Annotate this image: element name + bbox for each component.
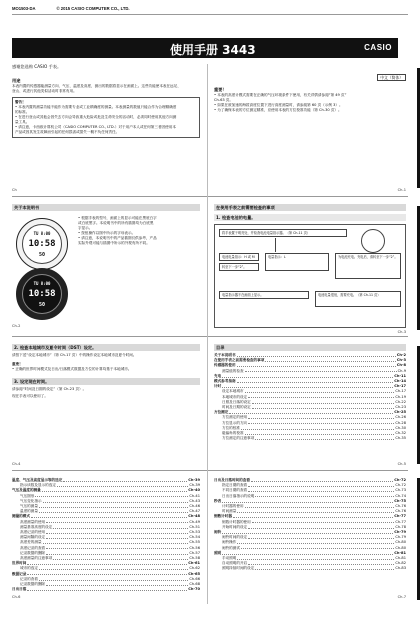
toc-entry-page: Ch-54 (189, 535, 200, 540)
toc-leader-dots (248, 415, 394, 419)
toc-entry-page: Ch-56 (189, 545, 200, 550)
toc-entry-page: Ch-55 (189, 540, 200, 545)
page2-right (214, 204, 406, 221)
toc-entry-page: Ch-26 (395, 415, 406, 420)
toc-entry-page: Ch-75 (394, 498, 406, 503)
toc-entry-label: 闹铃操作 (222, 540, 237, 545)
toc-leader-dots (46, 582, 188, 586)
flow-title: 1. 检查电池的电量。 (214, 214, 406, 221)
watch-main-readout: 10:58 (28, 239, 56, 249)
toc-entry-label: 气压及温度的测量 (12, 488, 41, 493)
toc-entry-label: 气压图形 (20, 493, 35, 498)
toc-leader-dots (39, 504, 188, 508)
toc-leader-dots (222, 384, 393, 388)
about-heading: 关于本说明书 (12, 204, 200, 211)
step2-important: 重要！ (12, 362, 23, 366)
toc-entry-page: Ch-62 (189, 566, 200, 571)
toc-leader-dots (43, 499, 189, 503)
important-line: • 本表的高度计模式需要在正确的气压环境条件下使用，有关详情请参阅“第 49 页” (214, 93, 347, 97)
toc-entry-label: 磁偏角的校准 (222, 431, 244, 436)
toc-entry-label: 记录数据的删除 (20, 550, 46, 555)
toc-entry-label: 气压变化指示 (20, 498, 42, 503)
toc-leader-dots (251, 478, 393, 482)
title-bar (12, 38, 398, 58)
watch-top-readout: TU 8:00 (33, 281, 51, 286)
watch-illustration (16, 218, 68, 270)
toc-entry-label: 时间测量 (222, 509, 237, 514)
flow-step-check: 将手表置于明亮处，并检查电池电量指示器。（第 Ch-11 页） (219, 229, 347, 237)
toc-entry-label: 传感器的使用 (214, 363, 236, 368)
toc-title: 目录 (214, 344, 406, 351)
watch-seconds-readout: 50 (38, 252, 46, 258)
toc-entry-label: 开始时间的设定 (222, 524, 248, 529)
toc-leader-dots (237, 353, 396, 357)
toc-leader-dots (237, 540, 394, 544)
watch-seconds-readout: 50 (38, 302, 46, 308)
toc-leader-dots (27, 561, 187, 565)
toc-leader-dots (255, 566, 394, 570)
toc-entry-page: Ch-17 (395, 389, 406, 394)
page-number: Ch-7 (397, 595, 406, 599)
center-gutter (207, 64, 208, 604)
toc-entry-page: Ch-25 (394, 410, 406, 415)
warning-line: 的标准。 (15, 109, 30, 114)
toc-leader-dots (63, 478, 187, 482)
page-number: Ch-4 (12, 462, 21, 466)
toc-entry-page: Ch-53 (189, 530, 200, 535)
toc-entry-page: Ch-49 (189, 519, 200, 524)
precheck-heading: 在使用手表之前需要检查的事项 (214, 204, 406, 211)
toc-entry-page: Ch-40 (188, 488, 200, 493)
toc-entry-page: Ch-2 (396, 353, 406, 357)
flow-charge-note: 为电池充电。充电后，请转至下一步“2”。 (335, 253, 401, 279)
toc-entry-label: 城市的选定 (20, 566, 38, 571)
toc-entry-label: 测量间隔的设定 (20, 535, 46, 540)
toc-entry-page: Ch-47 (189, 509, 200, 514)
page-number: Ch-2 (12, 324, 21, 328)
flow-no-indicator: 电量指示器不在画面上显示。 (219, 291, 309, 299)
page-number: Ch-5 (397, 462, 406, 466)
page1-right (214, 64, 406, 113)
toc-entry-page: Ch-8 (396, 363, 406, 368)
step2-heading: 2. 检查本地城市及夏令时间（DST）设定。 (12, 344, 200, 351)
toc-entry-label: 闹铃 (214, 530, 222, 535)
page1-left (12, 64, 200, 138)
toc-entry-page: Ch-72 (395, 483, 406, 488)
manual-title: 使用手册 3443 (170, 43, 256, 57)
toc-entry-page: Ch-28 (395, 420, 406, 425)
toc-entry-label: 测量的模式 (12, 514, 30, 519)
toc-entry-label: 方位的校准 (222, 425, 240, 430)
warning-line: 产品或因其发生故障而引起的任何损害或损失一概不负任何责任。 (15, 129, 120, 134)
important-line: Ch-63 页。 (214, 98, 233, 102)
toc-leader-dots (46, 546, 188, 550)
toc-entry-label: 日出日落指示的说明 (222, 493, 255, 498)
about-text (78, 216, 198, 246)
toc-leader-dots (53, 525, 188, 529)
toc-entry-page: Ch-78 (395, 524, 406, 529)
toc-entry-page: Ch-48 (188, 514, 200, 519)
toc-entry-label: 倒数计时器 (214, 514, 232, 519)
toc-entry-label: 日出日落 (12, 587, 27, 592)
toc-entry-page: Ch-70 (188, 587, 200, 592)
toc-leader-dots (245, 504, 395, 508)
toc-leader-dots (237, 379, 394, 383)
toc-leader-dots (248, 525, 394, 529)
important-line: • 为了确保本表的方位测定精准，应使用本表的方位校准功能（第 Ch-30 页）。 (214, 108, 342, 112)
toc-entry-page: Ch-22 (395, 399, 406, 404)
toc-leader-dots (237, 363, 396, 367)
toc-leader-dots (46, 520, 188, 524)
toc-entry-label: 方位测定 (214, 410, 229, 415)
toc-leader-dots (252, 400, 395, 404)
toc-entry-label: 高度测量的使用 (20, 519, 46, 524)
toc-entry-page: Ch-9 (397, 368, 406, 373)
toc-leader-dots (248, 488, 394, 492)
toc-entry-label: 记录数据的删除 (20, 582, 46, 587)
toc-entry-label: 高度差的测量 (20, 540, 42, 545)
toc-entry-label: 高度记录的使用 (20, 530, 46, 535)
toc-leader-dots (229, 410, 393, 414)
toc-entry-page: Ch-82 (395, 561, 406, 566)
page-number: Ch-3 (397, 330, 406, 334)
important-line: • 如果在被加速的海拔高度位置下进行高度测量时，请参阅第 60 页（示例 3）。 (214, 103, 343, 107)
toc-entry-label: 照明 (214, 550, 222, 555)
toc-entry-page: Ch-3 (396, 358, 406, 363)
toc-leader-dots (241, 426, 394, 430)
toc-entry-page: Ch-81 (394, 550, 406, 555)
toc-entry-label: 闹铃时间的设定 (222, 535, 248, 540)
document-header (12, 6, 130, 11)
toc-entry-page: Ch-46 (189, 504, 200, 509)
toc-entry-label: 世界时间 (12, 561, 27, 566)
toc-entry-label: 高度测量的注意事项 (20, 556, 53, 561)
toc-entry-label: 方位测定的使用 (222, 415, 248, 420)
toc-entry-label: 方位显示的方向 (222, 420, 248, 425)
toc-entry-label: 在使用手表之前需要检查的事项 (214, 358, 265, 363)
toc-entry-label: 模式参考指南 (214, 379, 236, 384)
toc-leader-dots (46, 551, 188, 555)
toc-leader-dots (31, 514, 187, 518)
toc-entry-page: Ch-66 (189, 576, 200, 581)
page-divider (12, 470, 408, 471)
toc-leader-dots (248, 395, 394, 399)
brand-logo: CASIO (364, 43, 392, 52)
copyright: © 2015 CASIO COMPUTER CO., LTD. (56, 6, 130, 11)
toc-entry-page: Ch-11 (394, 373, 406, 378)
toc-leader-dots (233, 514, 393, 518)
toc-page3 (214, 344, 406, 441)
toc-leader-dots (245, 369, 397, 373)
toc-entry-label: 手动照明 (222, 556, 237, 561)
watch-icon (361, 229, 385, 253)
about-line: 字显示。 (78, 226, 93, 230)
flow-next-step: 转至下一步“2”。 (219, 263, 259, 271)
important-label: 重要！ (214, 87, 227, 92)
toc-entry-page: Ch-61 (188, 561, 200, 566)
watch-illustration-inverted (16, 268, 68, 320)
toc-leader-dots (27, 572, 187, 576)
toc-entry-page: Ch-58 (189, 556, 200, 561)
about-line: • 按钮操作以图中所示的字母表示。 (78, 231, 136, 235)
toc-leader-dots (255, 494, 394, 498)
toc-entry[interactable] (214, 436, 406, 441)
flowchart (214, 224, 406, 328)
toc-entry-page: Ch-83 (395, 566, 406, 571)
toc-entry-label: 计时 (214, 384, 222, 389)
flow-result-l: 电量指示：L (265, 253, 329, 271)
page-number: Ch (12, 188, 17, 192)
use-line: 本表内置的传感器能测量方向、气压、温度及高度，测出的数据将显示在画面上。这些功能使本表在远足、 (12, 83, 181, 88)
toc-leader-dots (39, 577, 188, 581)
page-number: Ch-6 (12, 595, 21, 599)
language-badge: 中文（简体） (377, 74, 406, 81)
toc-leader-dots (53, 556, 188, 560)
toc-entry-label: 日出及日落时间的查看 (214, 478, 250, 482)
toc-leader-dots (248, 483, 394, 487)
toc-leader-dots (248, 561, 394, 565)
flow-low-battery: 电池电量很低，需要充电。（第 Ch-11 页） (315, 291, 401, 307)
about-line: • 请注意，本说明书中的产品插图仅供参考，产品 (78, 236, 157, 240)
watch-top-readout: TU 8:00 (33, 231, 51, 236)
toc-entry-page: Ch-57 (189, 550, 200, 555)
toc-entry-page: Ch-65 (188, 571, 200, 576)
step2-important-text: • 正确的世界时间模式及日出/日落模式数据及方位的计算均基于本地城市。 (12, 367, 132, 371)
toc-entry-page: Ch-74 (395, 493, 406, 498)
warning-label: 警告！ (15, 99, 26, 104)
watch-main-readout: 10:58 (28, 289, 56, 299)
toc-list-left (12, 478, 200, 592)
page2-left (12, 204, 200, 211)
toc-entry-page: Ch-43 (189, 498, 200, 503)
toc-leader-dots (57, 483, 188, 487)
toc-entry-page: Ch-76 (395, 504, 406, 509)
toc-entry-page: Ch-39 (188, 478, 200, 482)
toc-entry-label: 日照及日落的设定 (222, 399, 251, 404)
toc-leader-dots (248, 421, 394, 425)
toc-entry-label: 方位测定的注意事项 (222, 436, 255, 441)
toc-leader-dots (222, 374, 393, 378)
page-divider (12, 196, 408, 197)
toc-entry-label: 指示读数及显示的选定 (20, 483, 56, 488)
toc-entry-page: Ch-77 (394, 514, 406, 519)
toc-entry-label: 倒数计时器的使用 (222, 519, 251, 524)
toc-leader-dots (222, 530, 393, 534)
toc-leader-dots (265, 358, 395, 362)
about-line: 实际外观可能与插图中所示的外观有所不同。 (78, 241, 150, 245)
toc-leader-dots (245, 389, 395, 393)
toc-entry-label: 温度的测量 (20, 509, 38, 514)
about-line: 或白底黑字。本说明书中的所有插图均为白底黑 (78, 221, 154, 225)
toc-entry-label: 时间及日期的设定 (222, 405, 251, 410)
toc-entry-page: Ch-72 (394, 478, 406, 482)
toc-entry-label: 照明持续时间的设定 (222, 566, 255, 571)
toc-entry-label: 关于本说明书 (214, 353, 236, 357)
toc-entry-page: Ch-73 (395, 488, 406, 493)
toc-leader-dots (27, 587, 187, 591)
toc-entry-page: Ch-80 (395, 545, 406, 550)
toc-entry-label: 数据记录 (12, 571, 27, 576)
toc-leader-dots (46, 530, 188, 534)
toc-entry-page: Ch-19 (395, 394, 406, 399)
toc-entry-page: Ch-68 (189, 582, 200, 587)
toc-entry-label: 秒表 (214, 498, 222, 503)
toc-entry-page: Ch-14 (394, 379, 406, 384)
toc-entry-label: 指定日期的查看 (222, 483, 248, 488)
toc-leader-dots (39, 509, 188, 513)
toc-entry-page: Ch-17 (394, 384, 406, 389)
page-divider (12, 336, 408, 337)
use-line: 登山、或进行其他类似活动时非常有用。 (12, 88, 77, 93)
toc-entry-page: Ch-51 (189, 524, 200, 529)
warning-box (12, 97, 200, 138)
toc-leader-dots (222, 551, 393, 555)
warning-line: • 在进行登山或其他会因失去方向会导致重大危险或危及生命安全的活动时，必须同时使用其他方向测 (15, 114, 177, 119)
toc-entry-page: Ch-79 (395, 535, 406, 540)
toc-entry-label: 温度、气压及高度显示等的选定 (12, 478, 63, 482)
toc-entry-page: Ch-39 (189, 483, 200, 488)
toc-entry-page: Ch-77 (395, 519, 406, 524)
toc-entry-label: 自动照明的开启 (222, 561, 248, 566)
flow-arrow (275, 238, 276, 252)
toc-list (214, 353, 406, 441)
page3-left (12, 344, 200, 399)
warning-line: 量工具。 (15, 119, 30, 124)
toc-entry[interactable] (12, 587, 200, 592)
toc-leader-dots (39, 566, 188, 570)
header-rule (12, 14, 408, 15)
toc-entry-page: Ch-32 (395, 431, 406, 436)
toc-entry-page: Ch-81 (395, 556, 406, 561)
toc-leader-dots (42, 488, 188, 492)
step3-text: 请参阅“时间及日期的设定”（第 Ch-23 页）。 (12, 387, 87, 391)
toc-leader-dots (43, 540, 189, 544)
toc-entry-label: 测量基准高度的设定 (20, 524, 53, 529)
toc-leader-dots (237, 509, 394, 513)
toc-list-right (214, 478, 406, 572)
toc-entry-page: Ch-30 (395, 425, 406, 430)
toc-entry-label: 充电 (214, 373, 222, 378)
toc-entry-label: 不同日期的查看 (222, 488, 248, 493)
toc-leader-dots (252, 520, 395, 524)
greeting: 感谢您选购 CASIO 手表。 (12, 64, 62, 69)
warning-line: • 本表内置的测量功能不能作为需要专业或工业精确度的测量。本表测量的数值只能合作为合理精确度 (15, 104, 177, 109)
toc-entry-label: 本地城市的设定 (222, 394, 248, 399)
ready-text: 现在手表可以使用了。 (12, 394, 48, 398)
toc-leader-dots (255, 436, 394, 440)
toc-entry-page: Ch-41 (189, 493, 200, 498)
step2-text: 请按下述“设定本地城市”（第 Ch-17 页）中的操作设定本地城市及夏令时间。 (12, 353, 137, 357)
toc-leader-dots (241, 546, 394, 550)
toc-entry-label: 测量值的检查 (222, 368, 244, 373)
toc-leader-dots (252, 405, 395, 409)
toc-entry-label: 记录的查看 (20, 576, 38, 581)
step3-heading: 3. 设定现在时间。 (12, 378, 200, 385)
warning-line: • 请注意，卡西欧计算机公司（CASIO COMPUTER CO., LTD.）对于用户本人或任何第三者因使用本 (15, 124, 176, 129)
toc-entry-page: Ch-76 (395, 509, 406, 514)
toc-leader-dots (222, 499, 393, 503)
toc-entry-label: 高度记录的查看 (20, 545, 46, 550)
about-line: • 根据手表的型号，画面上的显示可能在黑底白字 (78, 216, 157, 220)
toc-leader-dots (46, 535, 188, 539)
toc-leader-dots (237, 556, 394, 560)
toc-leader-dots (248, 535, 394, 539)
toc-leader-dots (245, 431, 395, 435)
toc-leader-dots (35, 494, 188, 498)
toc-entry-label: 闹铃的测试 (222, 545, 240, 550)
toc-entry-page: Ch-23 (395, 405, 406, 410)
flow-result-hm: 电池电量指示：H 或 M (219, 253, 259, 261)
model-code: MO1503-DA (12, 6, 36, 11)
toc-entry-label: 气压的测量 (20, 504, 38, 509)
toc-entry-page: Ch-79 (394, 530, 406, 535)
page-number: Ch-1 (397, 188, 406, 192)
toc-entry-page: Ch-80 (395, 540, 406, 545)
toc-entry-label: 设定本地城市 (222, 389, 244, 394)
use-heading: 用途 (12, 77, 21, 83)
toc-entry[interactable] (214, 566, 406, 571)
toc-entry-label: 计时器的使用 (222, 504, 244, 509)
toc-entry-page: Ch-35 (395, 436, 406, 441)
